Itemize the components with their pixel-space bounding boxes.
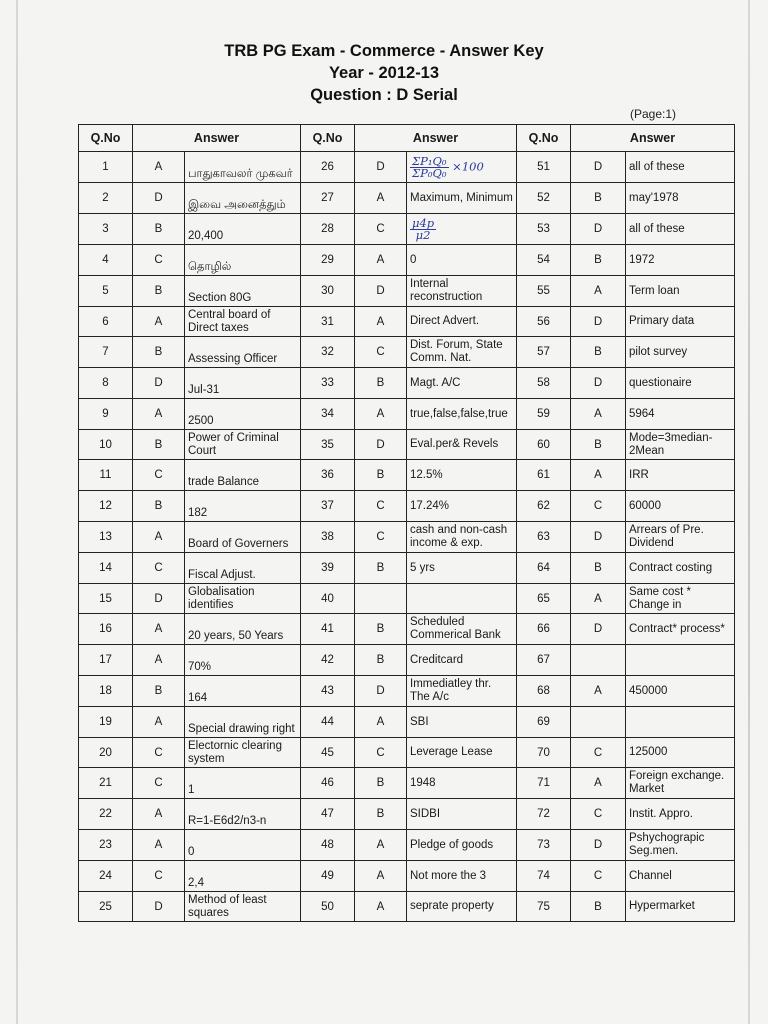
answer-option: B — [355, 553, 407, 584]
answer-text: 2,4 — [185, 861, 301, 892]
answer-option: D — [133, 892, 185, 922]
answer-text: Instit. Appro. — [626, 799, 735, 830]
answer-option: D — [355, 430, 407, 460]
answer-text: seprate property — [407, 892, 517, 922]
answer-option: D — [571, 830, 626, 861]
handwritten-formula — [410, 153, 449, 180]
question-number: 8 — [79, 368, 133, 399]
answer-option: D — [571, 522, 626, 553]
answer-text: Hypermarket — [626, 892, 735, 922]
answer-text: R=1-E6d2/n3-n — [185, 799, 301, 830]
question-number: 54 — [517, 245, 571, 276]
answer-text: 20 years, 50 Years — [185, 614, 301, 645]
question-number: 69 — [517, 707, 571, 738]
answer-text: 70% — [185, 645, 301, 676]
header-qno-3: Q.No — [517, 125, 571, 152]
question-number: 50 — [301, 892, 355, 922]
answer-option: B — [355, 799, 407, 830]
answer-text: trade Balance — [185, 460, 301, 491]
question-number: 58 — [517, 368, 571, 399]
question-number: 43 — [301, 676, 355, 707]
answer-option: A — [571, 276, 626, 307]
answer-option: B — [571, 245, 626, 276]
document-year: Year - 2012-13 — [328, 64, 440, 82]
answer-option: C — [355, 738, 407, 768]
answer-text: Eval.per& Revels — [407, 430, 517, 460]
question-number: 39 — [301, 553, 355, 584]
answer-option: A — [571, 676, 626, 707]
table-row — [79, 399, 735, 430]
question-number: 68 — [517, 676, 571, 707]
formula-numerator: μ4p — [412, 215, 435, 230]
answer-text: questionaire — [626, 368, 735, 399]
question-number: 38 — [301, 522, 355, 553]
table-row — [79, 430, 735, 460]
answer-option: C — [133, 245, 185, 276]
answer-text: 0 — [185, 830, 301, 861]
table-row — [79, 307, 735, 337]
answer-option: C — [355, 491, 407, 522]
question-number: 27 — [301, 183, 355, 214]
answer-option: B — [133, 214, 185, 245]
answer-option: A — [133, 799, 185, 830]
answer-option — [571, 645, 626, 676]
table-row — [79, 830, 735, 861]
answer-option: A — [355, 861, 407, 892]
answer-option: D — [355, 276, 407, 307]
question-number: 60 — [517, 430, 571, 460]
answer-text: SIDBI — [407, 799, 517, 830]
answer-option: A — [355, 307, 407, 337]
answer-text — [407, 152, 517, 183]
answer-option: D — [133, 183, 185, 214]
question-number: 52 — [517, 183, 571, 214]
answer-text: Scheduled Commerical Bank — [407, 614, 517, 645]
question-number: 18 — [79, 676, 133, 707]
question-number: 21 — [79, 768, 133, 799]
answer-option: B — [133, 430, 185, 460]
answer-option: D — [571, 214, 626, 245]
answer-option: A — [355, 830, 407, 861]
answer-text: 1972 — [626, 245, 735, 276]
answer-option: D — [571, 152, 626, 183]
answer-option: A — [571, 399, 626, 430]
table-row — [79, 707, 735, 738]
question-number: 31 — [301, 307, 355, 337]
answer-option: D — [355, 676, 407, 707]
question-number: 19 — [79, 707, 133, 738]
header-row — [79, 125, 735, 152]
question-number: 32 — [301, 337, 355, 368]
answer-text: பாதுகாவலர் முகவர் — [185, 152, 301, 183]
question-number: 45 — [301, 738, 355, 768]
answer-text: 12.5% — [407, 460, 517, 491]
question-number: 33 — [301, 368, 355, 399]
header-answer-2: Answer — [355, 125, 517, 152]
answer-option: C — [571, 799, 626, 830]
question-number: 51 — [517, 152, 571, 183]
table-row — [79, 892, 735, 922]
answer-text: Channel — [626, 861, 735, 892]
answer-option: A — [355, 245, 407, 276]
question-number: 13 — [79, 522, 133, 553]
answer-option: B — [355, 368, 407, 399]
table-row — [79, 614, 735, 645]
formula-denominator: μ2 — [415, 227, 431, 242]
question-number: 23 — [79, 830, 133, 861]
answer-text: Primary data — [626, 307, 735, 337]
question-number: 4 — [79, 245, 133, 276]
table-row — [79, 152, 735, 183]
answer-text: Immediatley thr. The A/c — [407, 676, 517, 707]
question-number: 22 — [79, 799, 133, 830]
answer-text: 5964 — [626, 399, 735, 430]
table-row — [79, 337, 735, 368]
answer-text: 164 — [185, 676, 301, 707]
question-number: 37 — [301, 491, 355, 522]
question-number: 40 — [301, 584, 355, 614]
answer-option: B — [355, 614, 407, 645]
page-number: (Page:1) — [630, 107, 677, 121]
table-row — [79, 491, 735, 522]
question-number: 16 — [79, 614, 133, 645]
answer-option: D — [571, 368, 626, 399]
answer-option: B — [133, 676, 185, 707]
answer-option: A — [571, 460, 626, 491]
answer-rows — [79, 152, 735, 922]
answer-text: Foreign exchange. Market — [626, 768, 735, 799]
answer-option: D — [571, 307, 626, 337]
question-number: 15 — [79, 584, 133, 614]
answer-text: 5 yrs — [407, 553, 517, 584]
question-number: 74 — [517, 861, 571, 892]
answer-text: SBI — [407, 707, 517, 738]
question-number: 56 — [517, 307, 571, 337]
answer-option: D — [355, 152, 407, 183]
answer-option: A — [355, 707, 407, 738]
table-row — [79, 799, 735, 830]
answer-text: Not more the 3 — [407, 861, 517, 892]
answer-option: A — [133, 614, 185, 645]
question-number: 59 — [517, 399, 571, 430]
answer-option: A — [571, 768, 626, 799]
answer-text: Internal reconstruction — [407, 276, 517, 307]
answer-text: Term loan — [626, 276, 735, 307]
question-number: 7 — [79, 337, 133, 368]
table-row — [79, 738, 735, 768]
answer-text: Section 80G — [185, 276, 301, 307]
answer-text: Contract costing — [626, 553, 735, 584]
question-number: 17 — [79, 645, 133, 676]
question-number: 5 — [79, 276, 133, 307]
question-number: 47 — [301, 799, 355, 830]
answer-option: D — [571, 614, 626, 645]
answer-option: C — [133, 460, 185, 491]
question-number: 65 — [517, 584, 571, 614]
answer-option: C — [355, 522, 407, 553]
table-row — [79, 368, 735, 399]
answer-option: B — [355, 768, 407, 799]
question-number: 55 — [517, 276, 571, 307]
question-number: 62 — [517, 491, 571, 522]
table-row — [79, 460, 735, 491]
answer-option: D — [133, 368, 185, 399]
answer-text: 2500 — [185, 399, 301, 430]
question-number: 41 — [301, 614, 355, 645]
question-number: 2 — [79, 183, 133, 214]
answer-text: 17.24% — [407, 491, 517, 522]
answer-option: B — [571, 183, 626, 214]
answer-text: Board of Governers — [185, 522, 301, 553]
answer-text: Assessing Officer — [185, 337, 301, 368]
table-row — [79, 676, 735, 707]
table-row — [79, 522, 735, 553]
title-block — [0, 40, 768, 106]
answer-option: A — [571, 584, 626, 614]
answer-text: IRR — [626, 460, 735, 491]
answer-text: 182 — [185, 491, 301, 522]
answer-text: 20,400 — [185, 214, 301, 245]
answer-text: Jul-31 — [185, 368, 301, 399]
table-row — [79, 645, 735, 676]
question-number: 6 — [79, 307, 133, 337]
answer-option — [571, 707, 626, 738]
answer-text: Mode=3median-2Mean — [626, 430, 735, 460]
answer-text: Pledge of goods — [407, 830, 517, 861]
answer-option: A — [355, 892, 407, 922]
header-qno-2: Q.No — [301, 125, 355, 152]
answer-text: Power of Criminal Court — [185, 430, 301, 460]
question-number: 20 — [79, 738, 133, 768]
answer-key-table — [78, 124, 735, 922]
formula-multiplier: ×100 — [448, 159, 484, 173]
question-number: 61 — [517, 460, 571, 491]
handwritten-formula — [410, 215, 436, 242]
answer-option: C — [571, 491, 626, 522]
answer-text: 1 — [185, 768, 301, 799]
answer-option: A — [133, 645, 185, 676]
question-number: 64 — [517, 553, 571, 584]
table-row — [79, 553, 735, 584]
answer-option: A — [133, 152, 185, 183]
question-number: 46 — [301, 768, 355, 799]
question-number: 70 — [517, 738, 571, 768]
answer-text: Same cost * Change in — [626, 584, 735, 614]
question-number: 12 — [79, 491, 133, 522]
answer-text — [407, 584, 517, 614]
answer-option: C — [571, 861, 626, 892]
answer-option: A — [133, 830, 185, 861]
answer-text — [407, 214, 517, 245]
answer-option: A — [355, 183, 407, 214]
question-number: 9 — [79, 399, 133, 430]
question-number: 63 — [517, 522, 571, 553]
question-number: 3 — [79, 214, 133, 245]
question-number: 35 — [301, 430, 355, 460]
answer-option: B — [133, 491, 185, 522]
question-number: 67 — [517, 645, 571, 676]
answer-option: B — [355, 460, 407, 491]
question-number: 49 — [301, 861, 355, 892]
answer-text: all of these — [626, 152, 735, 183]
question-number: 10 — [79, 430, 133, 460]
answer-option: D — [133, 584, 185, 614]
page-right-edge — [748, 0, 750, 1024]
question-number: 30 — [301, 276, 355, 307]
answer-option: B — [571, 553, 626, 584]
answer-text: may'1978 — [626, 183, 735, 214]
formula-denominator: ΣP₀Q₀ — [412, 165, 447, 180]
answer-option: C — [355, 337, 407, 368]
answer-option: A — [133, 707, 185, 738]
table-row — [79, 245, 735, 276]
answer-text: 125000 — [626, 738, 735, 768]
answer-text: Method of least squares — [185, 892, 301, 922]
question-number: 25 — [79, 892, 133, 922]
table-row — [79, 584, 735, 614]
question-number: 14 — [79, 553, 133, 584]
answer-text: Contract* process* — [626, 614, 735, 645]
answer-text: Creditcard — [407, 645, 517, 676]
answer-text: இவை அனைத்தும் — [185, 183, 301, 214]
table-row — [79, 768, 735, 799]
answer-option: C — [133, 768, 185, 799]
answer-text: true,false,false,true — [407, 399, 517, 430]
answer-text: Pshychograpic Seg.men. — [626, 830, 735, 861]
answer-text — [626, 645, 735, 676]
table-row — [79, 214, 735, 245]
question-number: 29 — [301, 245, 355, 276]
answer-option: B — [355, 645, 407, 676]
header-qno-1: Q.No — [79, 125, 133, 152]
question-number: 53 — [517, 214, 571, 245]
question-number: 42 — [301, 645, 355, 676]
answer-text: Central board of Direct taxes — [185, 307, 301, 337]
answer-text: Leverage Lease — [407, 738, 517, 768]
answer-text: 450000 — [626, 676, 735, 707]
question-number: 57 — [517, 337, 571, 368]
answer-text: Arrears of Pre. Dividend — [626, 522, 735, 553]
answer-text: Dist. Forum, State Comm. Nat. — [407, 337, 517, 368]
answer-text: Maximum, Minimum — [407, 183, 517, 214]
question-number: 24 — [79, 861, 133, 892]
answer-text: Magt. A/C — [407, 368, 517, 399]
answer-text: தொழில் — [185, 245, 301, 276]
answer-option: B — [571, 337, 626, 368]
answer-option: A — [133, 307, 185, 337]
question-number: 75 — [517, 892, 571, 922]
answer-text: pilot survey — [626, 337, 735, 368]
answer-option: A — [133, 399, 185, 430]
answer-text: 60000 — [626, 491, 735, 522]
answer-option: B — [571, 430, 626, 460]
question-number: 28 — [301, 214, 355, 245]
answer-option: A — [133, 522, 185, 553]
question-number: 48 — [301, 830, 355, 861]
answer-text: Globalisation identifies — [185, 584, 301, 614]
header-answer-1: Answer — [133, 125, 301, 152]
question-number: 72 — [517, 799, 571, 830]
question-number: 11 — [79, 460, 133, 491]
question-number: 34 — [301, 399, 355, 430]
answer-text: 0 — [407, 245, 517, 276]
answer-text: all of these — [626, 214, 735, 245]
answer-option: C — [133, 861, 185, 892]
answer-text: 1948 — [407, 768, 517, 799]
question-number: 44 — [301, 707, 355, 738]
header-answer-3: Answer — [571, 125, 735, 152]
answer-option — [355, 584, 407, 614]
answer-text: Direct Advert. — [407, 307, 517, 337]
answer-text: Special drawing right — [185, 707, 301, 738]
document-title: TRB PG Exam - Commerce - Answer Key — [224, 42, 544, 60]
answer-text: Fiscal Adjust. — [185, 553, 301, 584]
question-number: 73 — [517, 830, 571, 861]
answer-option: B — [133, 337, 185, 368]
answer-option: A — [355, 399, 407, 430]
page-left-edge — [16, 0, 18, 1024]
table-row — [79, 276, 735, 307]
question-number: 1 — [79, 152, 133, 183]
answer-option: B — [133, 276, 185, 307]
answer-option: C — [355, 214, 407, 245]
answer-option: C — [133, 553, 185, 584]
answer-text: Electornic clearing system — [185, 738, 301, 768]
formula-numerator: ΣP₁Q₀ — [412, 153, 447, 168]
answer-text: cash and non-cash income & exp. — [407, 522, 517, 553]
question-number: 26 — [301, 152, 355, 183]
answer-option: C — [133, 738, 185, 768]
table-row — [79, 861, 735, 892]
answer-option: B — [571, 892, 626, 922]
question-number: 71 — [517, 768, 571, 799]
answer-text — [626, 707, 735, 738]
table-row — [79, 183, 735, 214]
question-number: 66 — [517, 614, 571, 645]
question-number: 36 — [301, 460, 355, 491]
answer-option: C — [571, 738, 626, 768]
document-serial: Question : D Serial — [310, 86, 458, 104]
